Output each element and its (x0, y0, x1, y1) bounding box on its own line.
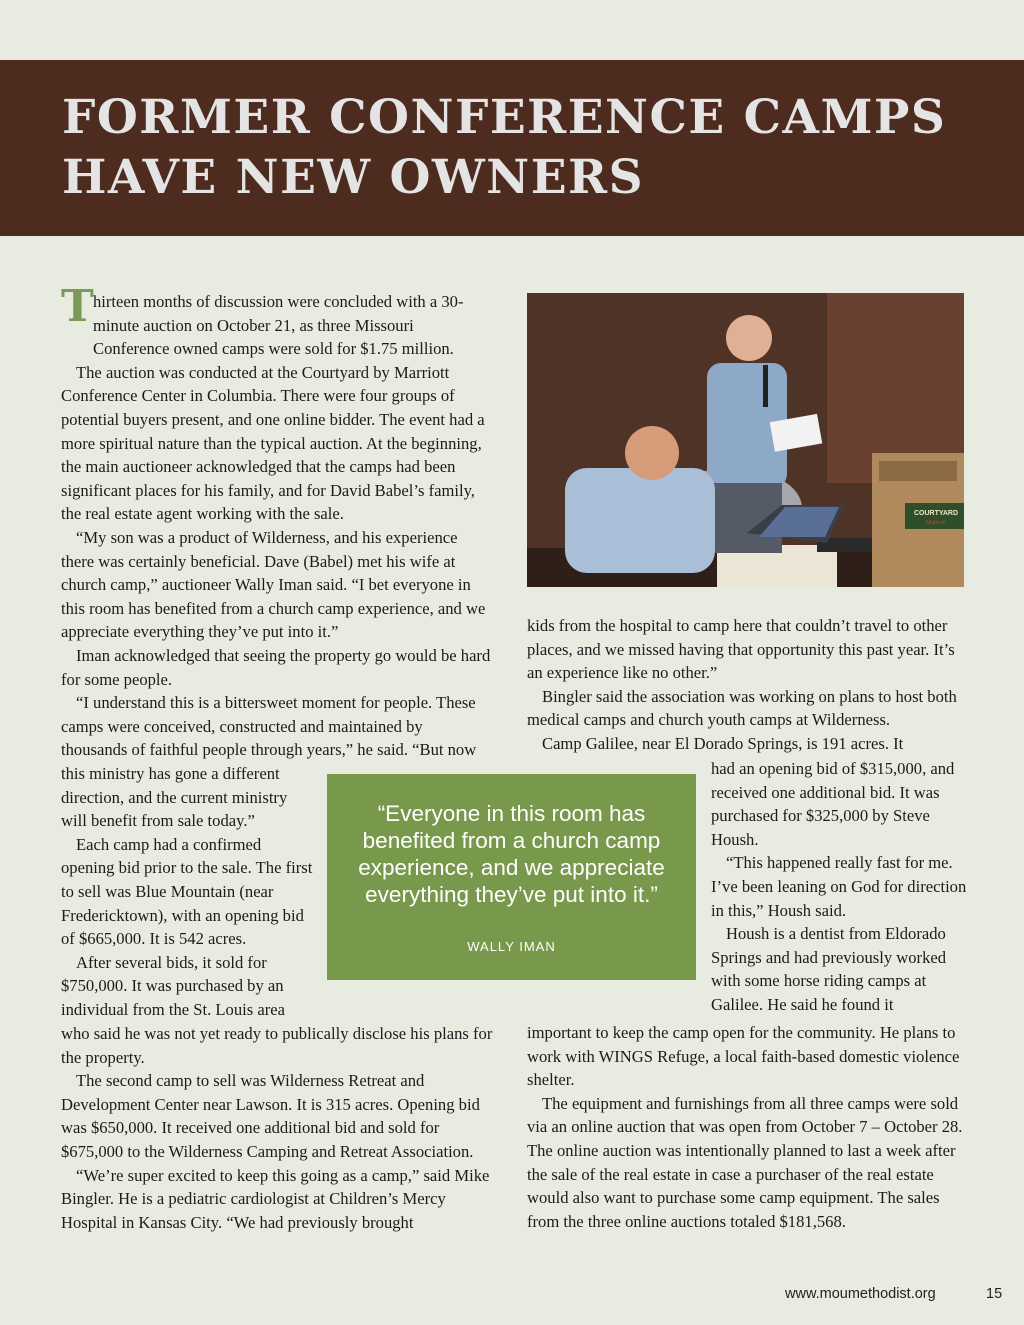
paragraph: Each camp had a confirmed opening bid prior to the sale. The first to sell was Blue Mountain (near Fredericktown), with an opening bid of $665,000. It is 542 acres. (61, 834, 313, 949)
drop-cap: T (61, 281, 94, 332)
paragraph: this ministry has gone a different direction, and the current ministry will benefit from sale today.” (61, 764, 288, 831)
article-headline: FORMER CONFERENCE CAMPS HAVE NEW OWNERS (62, 90, 947, 205)
paragraph: Iman acknowledged that seeing the property go would be hard for some people. (61, 645, 491, 689)
pull-quote (327, 774, 696, 980)
paragraph: Camp Galilee, near El Dorado Springs, is 191 acres. It (542, 733, 904, 753)
paragraph: kids from the hospital to camp here that couldn’t travel to other places, and we missed having that opportunity this past year. It’s an experience like no other.” (527, 616, 955, 683)
paragraph: had an opening bid of $315,000, and received one additional bid. It was purchased for $325,000 by Steve Housh. (711, 759, 955, 849)
paragraph: “We’re super excited to keep this going as a camp,” said Mike Bingler. He is a pediatric cardiologist at Children’s Mercy Hospital in Kansas City. “We had previously brought (61, 1165, 490, 1232)
podium-top-trim (879, 461, 957, 481)
seated-man-shirt (565, 468, 715, 573)
paragraph: important to keep the camp open for the community. He plans to work with WINGS Refuge, a local faith-based domestic violence shelter. (527, 1023, 960, 1090)
seated-man-head (625, 426, 679, 480)
paragraph: who said he was not yet ready to publically disclose his plans for the property. (61, 1024, 493, 1067)
column-2-bottom (527, 1021, 972, 1233)
column-1-top (61, 281, 491, 762)
standing-man-head (726, 315, 772, 361)
column-1-narrow (61, 762, 313, 1022)
photo-illustration (527, 293, 964, 587)
paragraph: Bingler said the association was working on plans to host both medical camps and church youth camps at Wilderness. (527, 686, 957, 730)
column-2-narrow (711, 757, 971, 1017)
podium-sign-text: COURTYARD (913, 510, 959, 517)
paragraph: After several bids, it sold for $750,000. It was purchased by an individual from the St. Louis area (61, 952, 285, 1019)
microphone (763, 365, 768, 407)
lead-text: hirteen months of discussion were concluded with a 30-minute auction on October 21, as three Missouri Conference owned camps were sold for $1.75 million. (93, 292, 464, 359)
pull-quote-attribution: WALLY IMAN (467, 939, 556, 954)
page-number: 15 (986, 1286, 1003, 1302)
paragraph: “I understand this is a bittersweet moment for people. These camps were conceived, constructed and maintained by thousands of faithful people through years,” he said. “But now (61, 693, 477, 760)
column-2-top (527, 614, 972, 756)
auction-photo (527, 293, 964, 587)
paragraph: “This happened really fast for me. I’ve been leaning on God for direction in this,” Housh said. (711, 853, 967, 920)
paragraph: “My son was a product of Wilderness, and his experience there was certainly beneficial. Dave (Babel) met his wife at church camp,” auctioneer Wally Iman said. “I bet everyone in this room has benefited from a church camp experience, and we appreciate everything they’ve put into it.” (61, 527, 486, 642)
lead-paragraph (61, 281, 491, 361)
pull-quote-text: “Everyone in this room has benefited from a church camp experience, and we appreciate everything they’ve put into it.” (358, 801, 665, 907)
footer-url[interactable]: www.moumethodist.org (785, 1286, 936, 1302)
paragraph: The second camp to sell was Wilderness Retreat and Development Center near Lawson. It is 315 acres. Opening bid was $650,000. It received one additional bid and sold for $675,000 to the Wilderness Camping and Retreat Association. (61, 1071, 480, 1161)
column-1-bottom (61, 1022, 497, 1234)
paragraph: Housh is a dentist from Eldorado Springs and had previously worked with some horse riding camps at Galilee. He said he found it (711, 924, 947, 1014)
paragraph: The auction was conducted at the Courtyard by Marriott Conference Center in Columbia. There were four groups of potential buyers present, and one online bidder. The event had a more spiritual nature than the typical auction. At the beginning, the main auctioneer acknowledged that the camps had been significant places for his family, and for David Babel’s family, the real estate agent working with the sale. (61, 362, 485, 524)
podium-sign-subtext: Marriott (926, 520, 946, 526)
paragraph: The equipment and furnishings from all three camps were sold via an online auction that was open from October 7 – October 28. The online auction was intentionally planned to last a week after the sale of the real estate in case a purchaser of the real estate would also want to purchase some camp equipment. The sales from the three online auctions totaled $181,568. (527, 1093, 963, 1231)
